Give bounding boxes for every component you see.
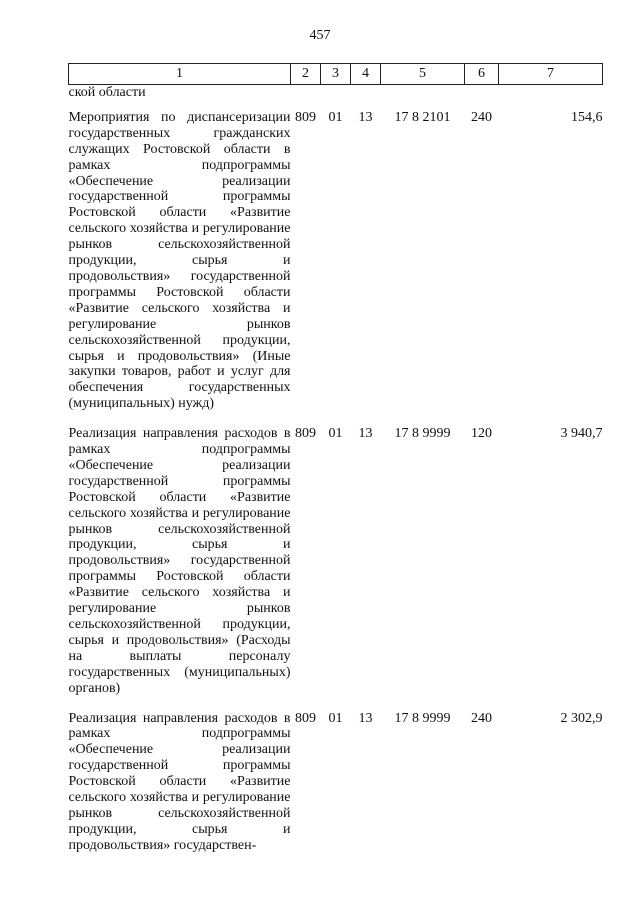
row-section-code: 01 — [328, 426, 343, 442]
row-expense-type: 240 — [471, 109, 492, 125]
row-ministry-code: 809 — [295, 426, 316, 442]
table-row — [69, 702, 603, 859]
row-amount: 2 302,9 — [560, 710, 603, 726]
header-col-4: 4 — [351, 64, 381, 85]
row-description: Реализация направления расходов в рамках подпрограммы «Обеспечение реализации государственной программы Ростовской области «Развитие сельского хозяйства и регулирование рынков сельскохозяйственной продукции, сырья и продовольствия» государственной программы Ростовской области «Развитие сельского хозяйства и регулирование рынков сельскохозяйственной продукции, сырья и продовольствия» (Расходы на выплаты персоналу государственных (муниципальных) органов) — [68, 426, 291, 696]
row-ministry-code: 809 — [295, 710, 316, 726]
row-section-code: 01 — [328, 109, 343, 125]
row-ministry-code: 809 — [295, 109, 316, 125]
header-col-5: 5 — [381, 64, 465, 85]
row-amount: 3 940,7 — [560, 426, 603, 442]
header-col-2: 2 — [291, 64, 321, 85]
header-col-7: 7 — [499, 64, 603, 85]
continuation-row — [69, 85, 603, 101]
row-expense-type: 120 — [471, 426, 492, 442]
row-expense-type: 240 — [471, 710, 492, 726]
row-description: Мероприятия по диспансеризации государственных гражданских служащих Ростовской области в рамках подпрограммы «Обеспечение реализации государственной программы Ростовской области «Развитие сельского хозяйства и регулирование рынков сельскохозяйственной продукции, сырья и продовольствия» государственной программы Ростовской области «Развитие сельского хозяйства и регулирование рынков сельскохозяйственной продукции, сырья и продовольствия» (Иные закупки товаров, работ и услуг для обеспечения государственных (муниципальных) нужд) — [68, 109, 291, 412]
row-target-code: 17 8 9999 — [394, 426, 451, 442]
row-section-code: 01 — [328, 710, 343, 726]
row-target-code: 17 8 9999 — [394, 710, 451, 726]
header-row — [69, 64, 603, 85]
row-subsection-code: 13 — [358, 710, 373, 726]
table-row — [69, 101, 603, 417]
row-amount: 154,6 — [571, 109, 603, 125]
row-subsection-code: 13 — [358, 426, 373, 442]
row-subsection-code: 13 — [358, 109, 373, 125]
header-col-3: 3 — [321, 64, 351, 85]
budget-table — [68, 63, 603, 859]
continuation-text: ской области — [68, 85, 146, 100]
row-target-code: 17 8 2101 — [394, 109, 451, 125]
row-description: Реализация направления расходов в рамках подпрограммы «Обеспечение реализации государственной программы Ростовской области «Развитие сельского хозяйства и регулирование рынков сельскохозяйственной продукции, сырья и продовольствия» государствен- — [68, 710, 291, 853]
header-col-6: 6 — [465, 64, 499, 85]
header-col-1: 1 — [69, 64, 291, 85]
table-row — [69, 417, 603, 701]
page-number: 457 — [309, 28, 331, 43]
